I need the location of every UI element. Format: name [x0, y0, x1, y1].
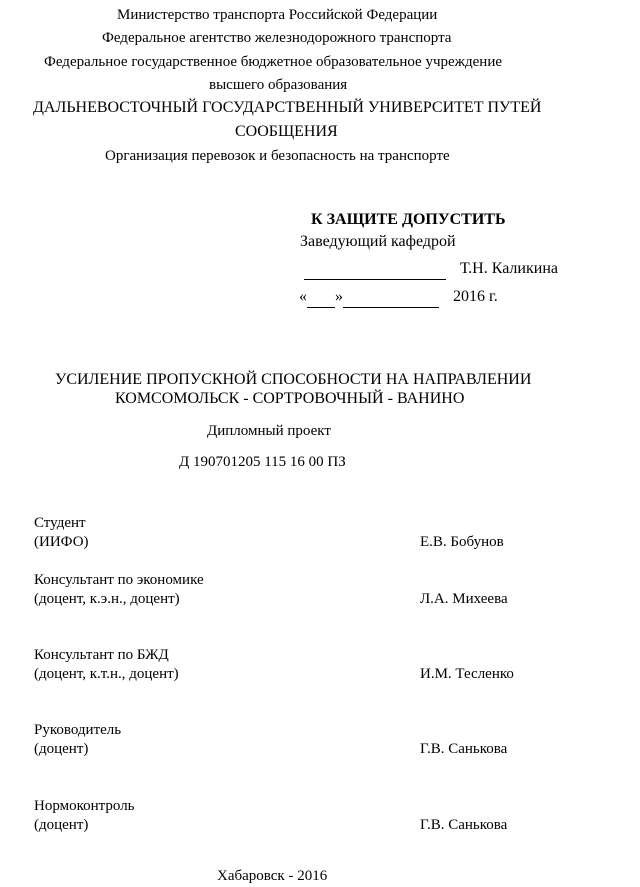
signature-name: Е.В. Бобунов: [420, 534, 504, 550]
signature-role: Консультант по БЖД: [34, 647, 169, 663]
signature-name: Г.В. Санькова: [420, 741, 508, 757]
approval-position: Заведующий кафедрой: [300, 233, 456, 250]
signature-detail: (доцент, к.э.н., доцент): [34, 591, 180, 607]
project-code: Д 190701205 115 16 00 ПЗ: [179, 454, 346, 470]
agency-line: Федеральное агентство железнодорожного транспорта: [102, 30, 452, 46]
signature-role: Консультант по экономике: [34, 572, 204, 588]
signature-role: Руководитель: [34, 722, 122, 738]
month-line: [343, 287, 439, 308]
approval-heading: К ЗАЩИТЕ ДОПУСТИТЬ: [311, 211, 506, 228]
project-title-line-2: КОМСОМОЛЬСК - СОРТРОВОЧНЫЙ - ВАНИНО: [115, 390, 465, 407]
approval-name: Т.Н. Каликина: [460, 260, 558, 277]
quote-close: »: [335, 288, 343, 305]
signature-detail: (ИИФО): [34, 534, 89, 550]
signature-detail: (доцент, к.т.н., доцент): [34, 666, 179, 682]
signature-name: И.М. Тесленко: [420, 666, 514, 682]
university-line-2: СООБЩЕНИЯ: [235, 123, 338, 140]
approval-date-row: [299, 287, 498, 308]
city-year: Хабаровск - 2016: [217, 868, 328, 884]
signature-name: Г.В. Санькова: [420, 817, 508, 833]
approval-year: 2016 г.: [453, 288, 498, 305]
signature-name: Л.А. Михеева: [420, 591, 508, 607]
quote-open: «: [299, 288, 307, 305]
department-line: Организация перевозок и безопасность на транспорте: [105, 148, 450, 164]
approval-signature-row: [304, 259, 558, 280]
signature-role: Нормоконтроль: [34, 798, 135, 814]
project-type: Дипломный проект: [207, 423, 331, 439]
university-line-1: ДАЛЬНЕВОСТОЧНЫЙ ГОСУДАРСТВЕННЫЙ УНИВЕРСИТЕТ ПУТЕЙ: [33, 99, 542, 116]
project-title-line-1: УСИЛЕНИЕ ПРОПУСКНОЙ СПОСОБНОСТИ НА НАПРАВЛЕНИИ: [55, 371, 532, 388]
signature-role: Студент: [34, 515, 86, 531]
day-line: [307, 287, 335, 308]
signature-detail: (доцент): [34, 817, 89, 833]
ministry-line: Министерство транспорта Российской Федерации: [117, 7, 438, 23]
institution-line-1: Федеральное государственное бюджетное образовательное учреждение: [44, 54, 503, 70]
signature-line: [304, 259, 446, 280]
institution-line-2: высшего образования: [209, 77, 348, 93]
signature-detail: (доцент): [34, 741, 89, 757]
